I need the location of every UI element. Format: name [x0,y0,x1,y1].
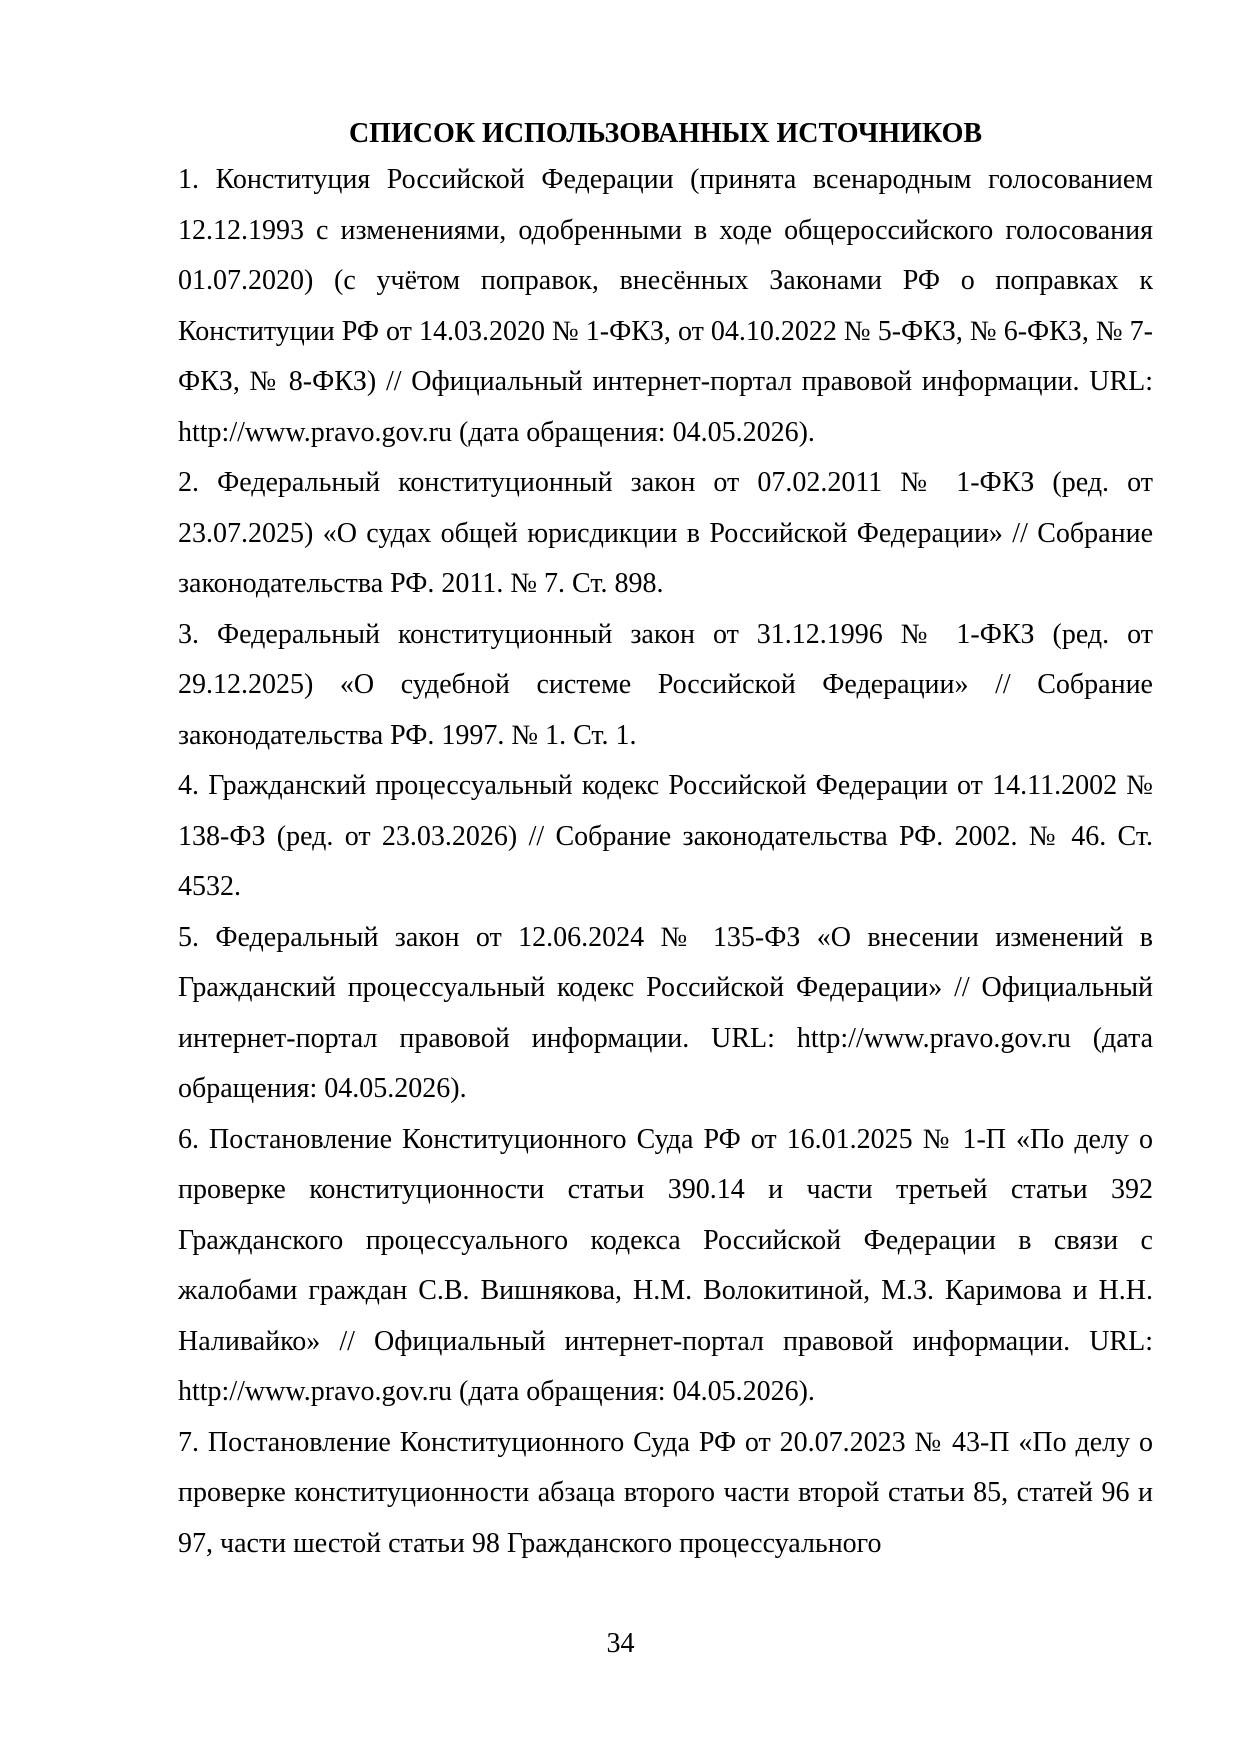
reference-item-6: 6. Постановление Конституционного Суда РФ от 16.01.2025 № 1-П «По делу о проверке конституционности статьи 390.14 и части третьей статьи 392 Гражданского процессуального кодекса Российской Федерации в связи с жалобами граждан С.В. Вишнякова, Н.М. Волокитиной, М.З. Каримова и Н.Н. Наливайко» // Официальный интернет-портал правовой информации. URL: http://www.pravo.gov.ru (дата обращения: 04.05.2026). [178,1123,1153,1407]
reference-item-7: 7. Постановление Конституционного Суда РФ от 20.07.2023 № 43-П «По делу о проверке конституционности абзаца второго части второй статьи 85, статей 96 и 97, части шестой статьи 98 Гражданского процессуального [178,1426,1153,1559]
reference-list [178,155,1153,1569]
reference-item-5: 5. Федеральный закон от 12.06.2024 № 135-ФЗ «О внесении изменений в Гражданский процессуальный кодекс Российской Федерации» // Официальный интернет-портал правовой информации. URL: http://www.pravo.gov.ru (дата обращения: 04.05.2026). [178,921,1153,1104]
reference-item-4: 4. Гражданский процессуальный кодекс Российской Федерации от 14.11.2002 № 138-ФЗ (ред. от 23.03.2026) // Собрание законодательства РФ. 2002. № 46. Ст. 4532. [178,770,1153,902]
page-title: СПИСОК ИСПОЛЬЗОВАННЫХ ИСТОЧНИКОВ [348,118,983,149]
reference-item-3: 3. Федеральный конституционный закон от 31.12.1996 № 1-ФКЗ (ред. от 29.12.2025) «О судебной системе Российской Федерации» // Собрание законодательства РФ. 1997. № 1. Ст. 1. [178,618,1153,751]
reference-item-2: 2. Федеральный конституционный закон от 07.02.2011 № 1-ФКЗ (ред. от 23.07.2025) «О судах общей юрисдикции в Российской Федерации» // Собрание законодательства РФ. 2011. № 7. Ст. 898. [178,467,1153,599]
reference-item-1: 1. Конституция Российской Федерации (принята всенародным голосованием 12.12.1993 с изменениями, одобренными в ходе общероссийского голосования 01.07.2020) (с учётом поправок, внесённых Законами РФ о поправках к Конституции РФ от 14.03.2020 № 1-ФКЗ, от 04.10.2022 № 5-ФКЗ, № 6-ФКЗ, № 7-ФКЗ, № 8-ФКЗ) // Официальный интернет-портал правовой информации. URL: http://www.pravo.gov.ru (дата обращения: 04.05.2026). [178,164,1153,448]
page-number: 34 [606,1628,635,1659]
